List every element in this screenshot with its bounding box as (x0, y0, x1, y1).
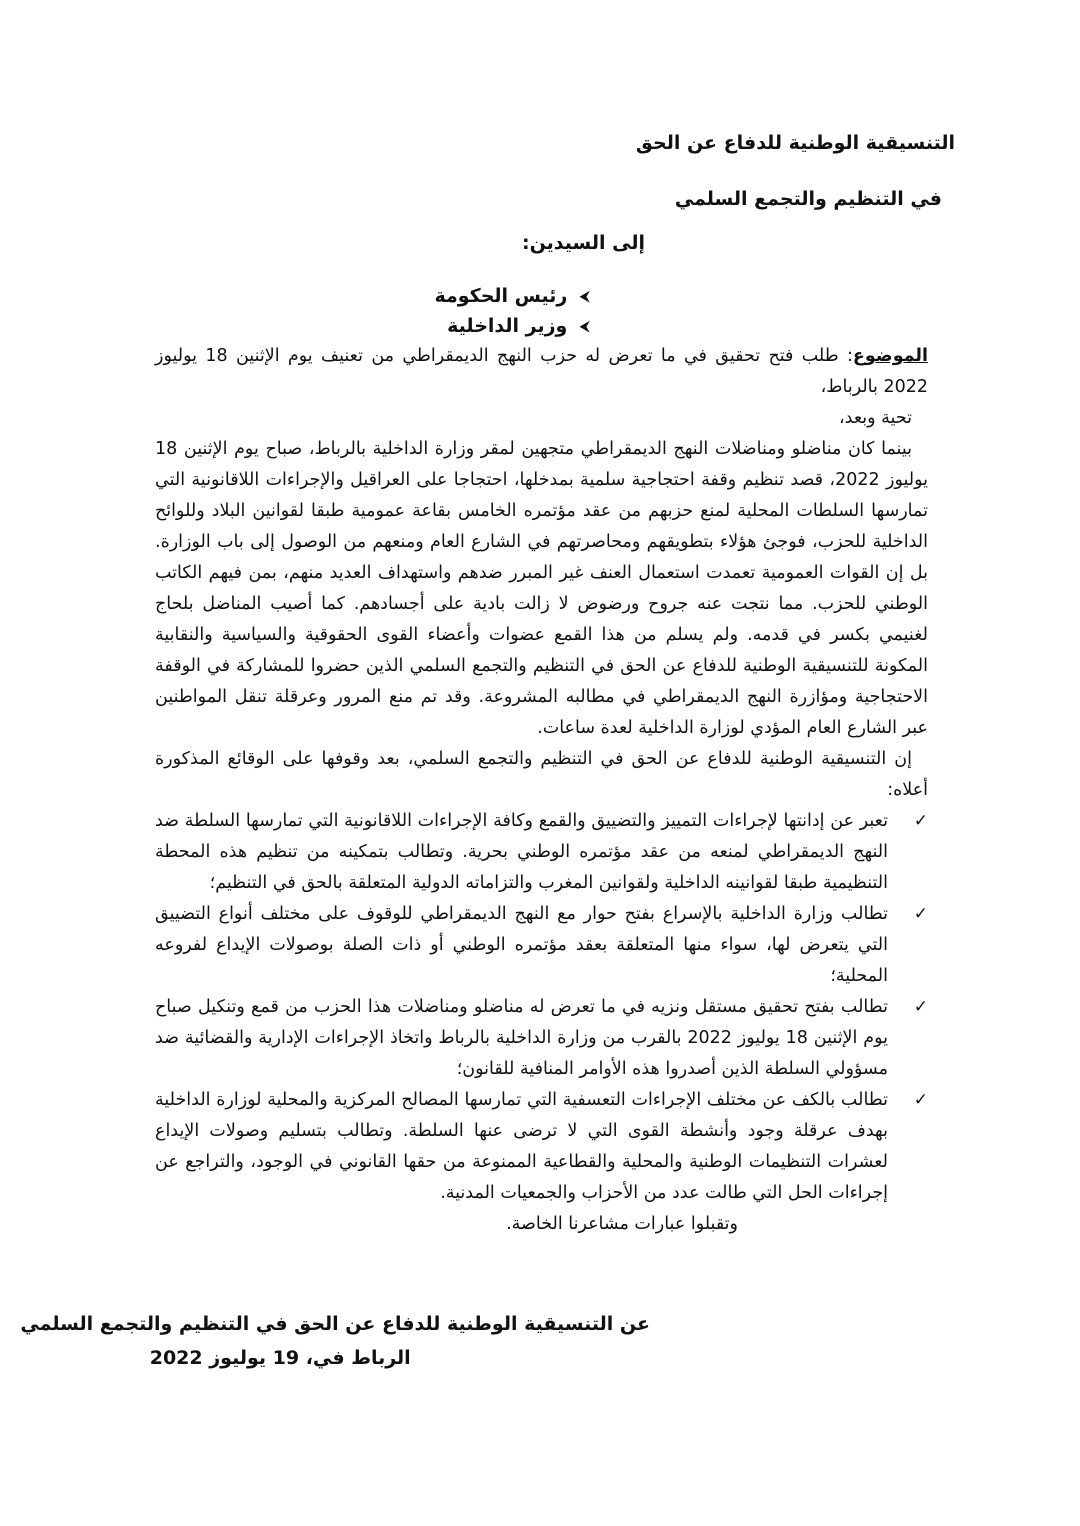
demand-item (155, 1085, 928, 1209)
demand-text: تطالب بفتح تحقيق مستقل ونزيه في ما تعرض له مناضلو ومناضلات هذا الحزب من قمع وتنكيل صباح يوم الإثنين 18 يوليوز 2022 بالقرب من وزارة الداخلية بالرباط واتخاذ الإجراءات الإدارية والقضائية ضد مسؤولي السلطة الذين أصدروا هذه الأوامر المنافية للقانون؛ (155, 997, 889, 1079)
demand-text: تعبر عن إدانتها لإجراءات التمييز والتضييق والقمع وكافة الإجراءات اللاقانونية التي تمارسها السلطة ضد النهج الديمقراطي لمنعه من عقد مؤتمره الوطني بحرية. وتطالب بتمكينه من تنظيم هذه المحطة التنظيمية طبقا لقوانينه الداخلية ولقوانين المغرب والتزاماته الدولية المتعلقة بالحق في التنظيم؛ (155, 811, 888, 893)
demands-list (155, 806, 928, 1209)
recipient-name: وزير الداخلية (447, 315, 568, 337)
demand-item (155, 806, 928, 899)
closing-line: وتقبلوا عبارات مشاعرنا الخاصة. (506, 1214, 738, 1234)
addressee-label: إلى السيدين: (521, 232, 645, 254)
letter-body (155, 341, 928, 1240)
arrowhead-icon: ⮜ (579, 317, 590, 335)
checkmark-icon: ✓ (913, 1090, 928, 1110)
sender-org-line-2: في التنظيم والتجمع السلمي (674, 188, 942, 210)
recipient-item (434, 281, 590, 311)
sender-org-line-1: التنسيقية الوطنية للدفاع عن الحق (635, 132, 955, 154)
body-paragraph: بينما كان مناضلو ومناضلات النهج الديمقراطي متجهين لمقر وزارة الداخلية بالرباط، صباح يوم الإثنين 18 يوليوز 2022، قصد تنظيم وقفة احتجاجية سلمية بمدخلها، احتجاجا على العراقيل والإجراءات اللاقانونية التي تمارسها السلطات المحلية لمنع حزبهم من عقد مؤتمره الخامس بقاعة عمومية طبقا لقوانين البلاد وللوائح الداخلية للحزب، فوجئ هؤلاء بتطويقهم ومحاصرتهم في الشارع العام ومنعهم من الوصول إلى باب الوزارة. بل إن القوات العمومية تعمدت استعمال العنف غير المبرر ضدهم واستهداف العديد منهم، بمن فيهم الكاتب الوطني للحزب. مما نتجت عنه جروح ورضوض لا زالت بادية على أجسادهم. كما أصيب المناضل بلحاج لغنيمي بكسر في قدمه. ولم يسلم من هذا القمع عضوات وأعضاء القوى الحقوقية والسياسية والنقابية المكونة للتنسيقية الوطنية للدفاع عن الحق في التنظيم والتجمع السلمي الذين حضروا للمشاركة في الوقفة الاحتجاجية ومؤازرة النهج الديمقراطي في مطالبه المشروعة. وقد تم منع المرور وعرقلة تنقل المواطنين عبر الشارع العام المؤدي لوزارة الداخلية لعدة ساعات. (155, 439, 929, 738)
recipients-list (434, 281, 590, 341)
greeting: تحية وبعد، (839, 408, 912, 428)
checkmark-icon: ✓ (913, 811, 928, 831)
signature-org: عن التنسيقية الوطنية للدفاع عن الحق في التنظيم والتجمع السلمي (20, 1313, 650, 1335)
demand-item (155, 992, 928, 1085)
signature-block (20, 1307, 650, 1375)
subject-label: الموضوع (852, 346, 928, 366)
checkmark-icon: ✓ (913, 904, 928, 924)
demand-item (155, 899, 928, 992)
demand-text: تطالب وزارة الداخلية بالإسراع بفتح حوار مع النهج الديمقراطي للوقوف على مختلف أنواع التضييق التي يتعرض لها، سواء منها المتعلقة بعقد مؤتمره الوطني أو ذات الصلة بوصولات الإيداع لفروعه المحلية؛ (155, 904, 888, 986)
demand-text: تطالب بالكف عن مختلف الإجراءات التعسفية التي تمارسها المصالح المركزية والمحلية لوزارة الداخلية بهدف عرقلة وجود وأنشطة القوى التي لا ترضى عنها السلطة. وتطالب بتسليم وصولات الإيداع لعشرات التنظيمات الوطنية والمحلية والقطاعية الممنوعة من حقها القانوني في الوجود، والتراجع عن إجراءات الحل التي طالت عدد من الأحزاب والجمعيات المدنية. (155, 1090, 888, 1203)
recipient-item (434, 311, 590, 341)
arrowhead-icon: ⮜ (579, 287, 590, 305)
recipient-name: رئيس الحكومة (434, 285, 568, 307)
body-paragraph: إن التنسيقية الوطنية للدفاع عن الحق في التنظيم والتجمع السلمي، بعد وقوفها على الوقائع المذكورة أعلاه: (155, 749, 928, 800)
checkmark-icon: ✓ (913, 997, 928, 1017)
signature-place-date: الرباط في، 19 يوليوز 2022 (149, 1347, 411, 1369)
subject-line (155, 341, 928, 403)
subject-text: : طلب فتح تحقيق في ما تعرض له حزب النهج الديمقراطي من تعنيف يوم الإثنين 18 يوليوز 2022 بالرباط، (155, 346, 928, 397)
